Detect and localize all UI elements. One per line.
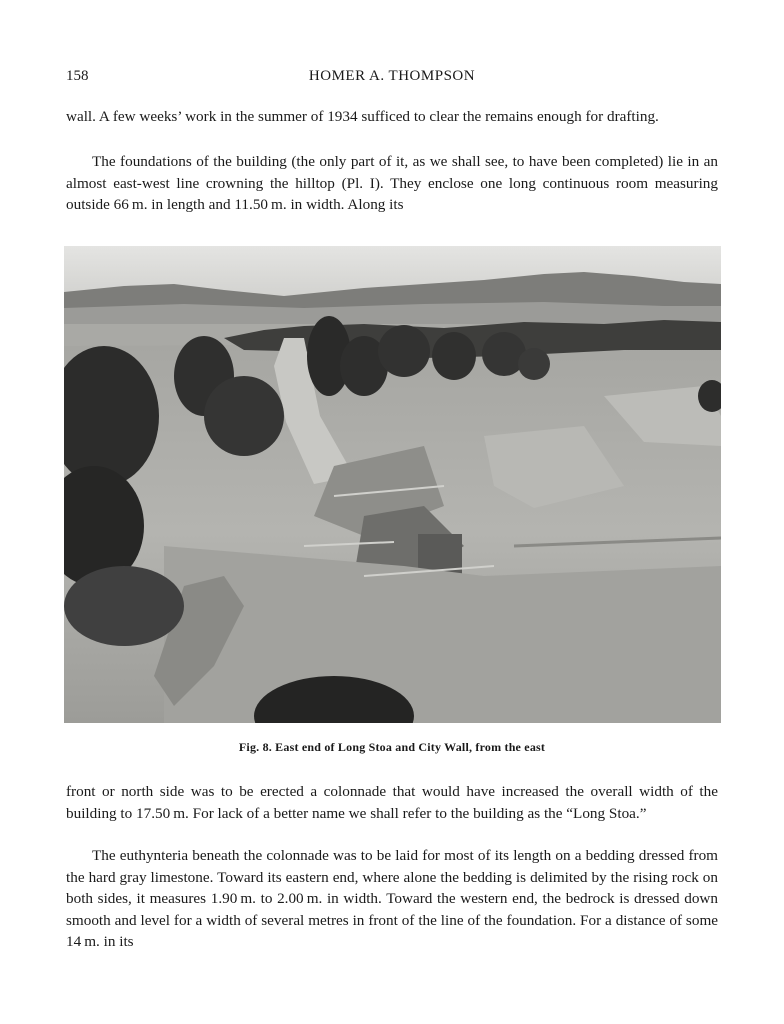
page-number: 158 xyxy=(66,68,89,84)
figure-caption: Fig. 8. East end of Long Stoa and City Wall, from the east xyxy=(238,740,546,754)
paragraph-euthynteria: The euthynteria beneath the colonnade was to be laid for most of its length on a bedding dressed from the hard gray limestone. Toward its eastern end, where alone the bedding is delimited by the rising rock on both sides, it measures 1.90 m. to 2.00 m. in width. Toward the western end, the bedrock is dressed down smooth and level for a width of several metres in front of the line of the foundation. For a distance of some 14 m. in its xyxy=(66,847,718,951)
excavation-photo xyxy=(64,246,721,723)
running-head: HOMER A. THOMPSON xyxy=(308,68,476,84)
paragraph-colonnade: front or north side was to be erected a colonnade that would have increased the overall width of the building to 17.50 m. For lack of a better name we shall refer to the building as the “Long Stoa.” xyxy=(66,783,718,822)
paragraph-continuation: wall. A few weeks’ work in the summer of 1934 sufficed to clear the remains enough for drafting. xyxy=(66,108,659,125)
page-header xyxy=(66,68,718,90)
figure-photo xyxy=(64,246,721,723)
paragraph-foundations: The foundations of the building (the only part of it, as we shall see, to have been completed) lie in an almost east-west line crowning the hilltop (Pl. I). They enclose one long continuous room measuring outside 66 m. in length and 11.50 m. in width. Along its xyxy=(66,153,718,214)
